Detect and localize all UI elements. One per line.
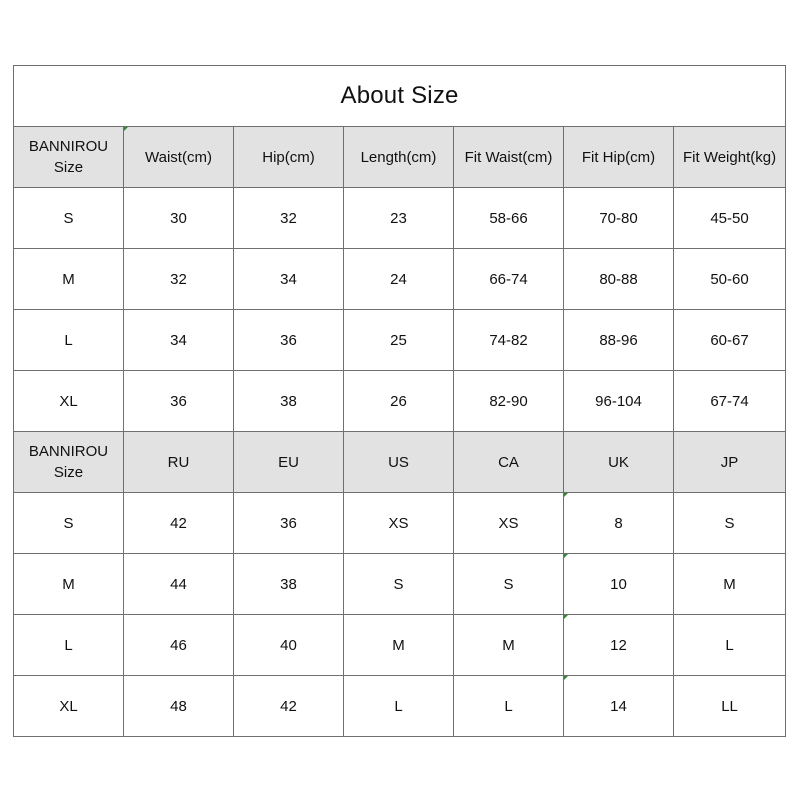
table-row (14, 249, 786, 310)
table-row (14, 554, 786, 615)
header-eu: EU (234, 432, 344, 493)
size-cell: L (14, 310, 124, 371)
ru-cell: 44 (124, 554, 234, 615)
header-length: Length(cm) (344, 127, 454, 188)
table-row (14, 371, 786, 432)
hip-cell: 32 (234, 188, 344, 249)
jp-cell: L (674, 615, 786, 676)
fit-weight-cell: 45-50 (674, 188, 786, 249)
header-uk: UK (564, 432, 674, 493)
brand-size-header (14, 127, 124, 188)
table-row (14, 615, 786, 676)
header-ru: RU (124, 432, 234, 493)
ca-cell: S (454, 554, 564, 615)
header-fit-weight: Fit Weight(kg) (674, 127, 786, 188)
waist-cell: 30 (124, 188, 234, 249)
ru-cell: 42 (124, 493, 234, 554)
hip-cell: 34 (234, 249, 344, 310)
ca-cell: XS (454, 493, 564, 554)
hip-cell: 36 (234, 310, 344, 371)
brand-size-label: Size (53, 464, 84, 481)
fit-hip-cell: 96-104 (564, 371, 674, 432)
fit-weight-cell: 67-74 (674, 371, 786, 432)
size-cell: S (14, 493, 124, 554)
header-fit-hip: Fit Hip(cm) (564, 127, 674, 188)
header-waist: Waist(cm) (124, 127, 234, 188)
fit-waist-cell: 82-90 (454, 371, 564, 432)
fit-waist-cell: 58-66 (454, 188, 564, 249)
size-chart-table (13, 65, 786, 737)
hip-cell: 38 (234, 371, 344, 432)
header-jp: JP (674, 432, 786, 493)
uk-cell: 10 (564, 554, 674, 615)
size-cell: XL (14, 676, 124, 737)
fit-weight-cell: 50-60 (674, 249, 786, 310)
measurements-header-row (14, 127, 786, 188)
header-fit-waist: Fit Waist(cm) (454, 127, 564, 188)
chart-title: About Size (14, 66, 786, 127)
uk-cell: 12 (564, 615, 674, 676)
table-row (14, 188, 786, 249)
size-cell: M (14, 554, 124, 615)
length-cell: 23 (344, 188, 454, 249)
fit-hip-cell: 88-96 (564, 310, 674, 371)
size-cell: M (14, 249, 124, 310)
us-cell: XS (344, 493, 454, 554)
eu-cell: 36 (234, 493, 344, 554)
fit-waist-cell: 66-74 (454, 249, 564, 310)
us-cell: L (344, 676, 454, 737)
length-cell: 25 (344, 310, 454, 371)
uk-cell: 14 (564, 676, 674, 737)
eu-cell: 42 (234, 676, 344, 737)
fit-hip-cell: 80-88 (564, 249, 674, 310)
table-row (14, 310, 786, 371)
ru-cell: 48 (124, 676, 234, 737)
jp-cell: LL (674, 676, 786, 737)
fit-hip-cell: 70-80 (564, 188, 674, 249)
header-us: US (344, 432, 454, 493)
ca-cell: M (454, 615, 564, 676)
length-cell: 24 (344, 249, 454, 310)
ru-cell: 46 (124, 615, 234, 676)
brand-size-header (14, 432, 124, 493)
jp-cell: S (674, 493, 786, 554)
us-cell: S (344, 554, 454, 615)
table-row (14, 493, 786, 554)
eu-cell: 38 (234, 554, 344, 615)
conversion-header-row (14, 432, 786, 493)
waist-cell: 34 (124, 310, 234, 371)
table-row (14, 676, 786, 737)
size-cell: XL (14, 371, 124, 432)
uk-cell: 8 (564, 493, 674, 554)
brand-size-label: Size (53, 159, 84, 176)
ca-cell: L (454, 676, 564, 737)
header-hip: Hip(cm) (234, 127, 344, 188)
fit-weight-cell: 60-67 (674, 310, 786, 371)
size-cell: S (14, 188, 124, 249)
fit-waist-cell: 74-82 (454, 310, 564, 371)
size-cell: L (14, 615, 124, 676)
brand-name: BANNIROU (28, 138, 109, 155)
eu-cell: 40 (234, 615, 344, 676)
us-cell: M (344, 615, 454, 676)
waist-cell: 36 (124, 371, 234, 432)
waist-cell: 32 (124, 249, 234, 310)
brand-name: BANNIROU (28, 443, 109, 460)
jp-cell: M (674, 554, 786, 615)
length-cell: 26 (344, 371, 454, 432)
header-ca: CA (454, 432, 564, 493)
